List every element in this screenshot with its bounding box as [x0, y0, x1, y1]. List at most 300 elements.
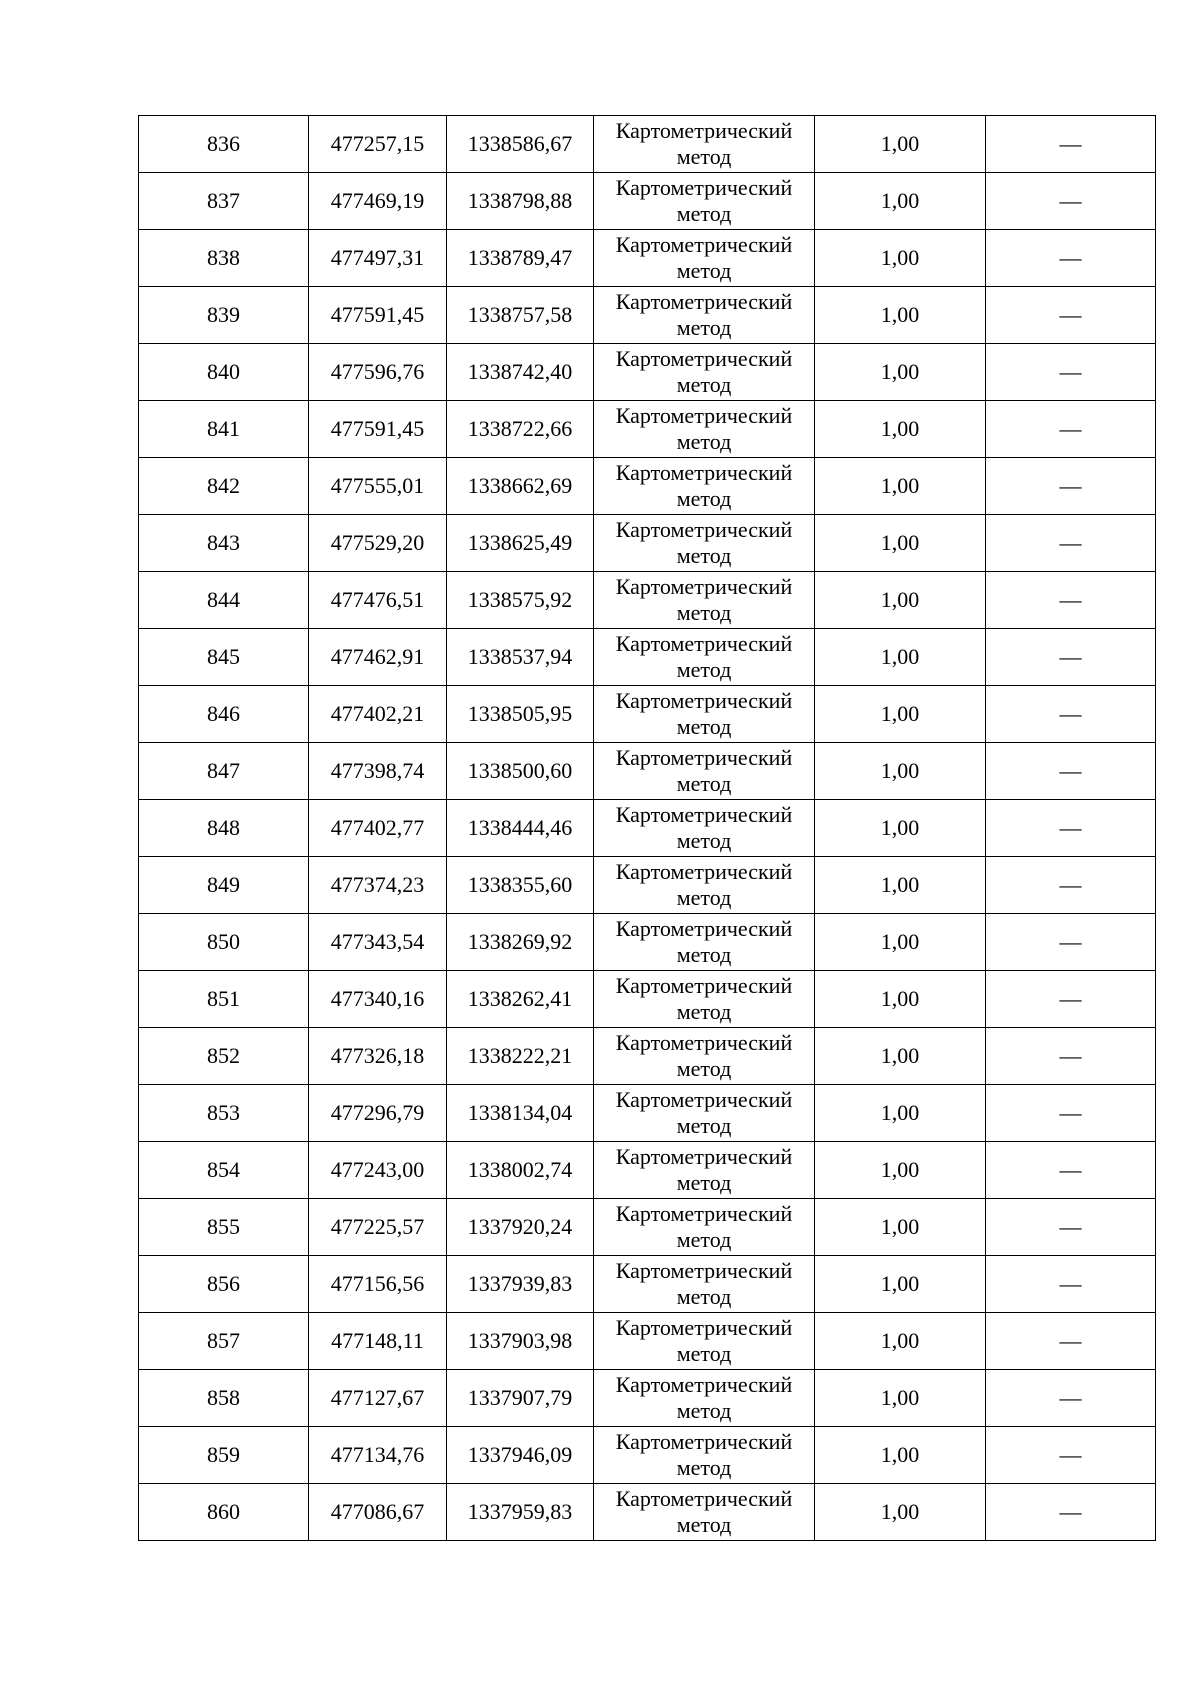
method-cell: [594, 287, 815, 344]
description-cell: [986, 1085, 1156, 1142]
description-text: —: [1059, 188, 1082, 213]
method-line-2: метод: [676, 201, 732, 226]
x-coordinate-text: 477127,67: [330, 1385, 425, 1410]
method-line-2: метод: [676, 1284, 732, 1309]
method-cell: [594, 743, 815, 800]
method-cell: [594, 1427, 815, 1484]
point-number-cell: [139, 743, 309, 800]
y-coordinate-cell: [447, 401, 594, 458]
y-coordinate-cell: [447, 1028, 594, 1085]
point-number-text: 860: [207, 1499, 240, 1524]
table-row: [139, 458, 1156, 515]
y-coordinate-cell: [447, 1085, 594, 1142]
y-coordinate-text: 1338537,94: [467, 644, 573, 669]
y-coordinate-cell: [447, 1370, 594, 1427]
table-row: [139, 401, 1156, 458]
x-coordinate-text: 477529,20: [330, 530, 425, 555]
x-coordinate-text: 477555,01: [330, 473, 425, 498]
point-number-text: 841: [207, 416, 240, 441]
x-coordinate-cell: [309, 971, 447, 1028]
x-coordinate-text: 477476,51: [330, 587, 425, 612]
accuracy-cell: [815, 572, 986, 629]
point-number-text: 844: [207, 587, 240, 612]
accuracy-text: 1,00: [880, 416, 920, 441]
y-coordinate-text: 1338757,58: [467, 302, 573, 327]
method-line-2: метод: [676, 828, 732, 853]
y-coordinate-text: 1338134,04: [467, 1100, 573, 1125]
description-cell: [986, 914, 1156, 971]
description-cell: [986, 971, 1156, 1028]
method-cell: [594, 1199, 815, 1256]
coordinates-table: [138, 115, 1156, 1541]
x-coordinate-cell: [309, 743, 447, 800]
accuracy-text: 1,00: [880, 1499, 920, 1524]
accuracy-cell: [815, 743, 986, 800]
method-line-1: Картометрический: [615, 346, 793, 371]
y-coordinate-text: 1337959,83: [467, 1499, 573, 1524]
description-cell: [986, 572, 1156, 629]
table-row: [139, 686, 1156, 743]
method-line-2: метод: [676, 600, 732, 625]
x-coordinate-cell: [309, 1199, 447, 1256]
x-coordinate-cell: [309, 1256, 447, 1313]
accuracy-cell: [815, 287, 986, 344]
description-text: —: [1059, 473, 1082, 498]
method-line-2: метод: [676, 144, 732, 169]
accuracy-cell: [815, 1256, 986, 1313]
x-coordinate-text: 477596,76: [330, 359, 425, 384]
accuracy-text: 1,00: [880, 359, 920, 384]
y-coordinate-text: 1338262,41: [467, 986, 573, 1011]
accuracy-text: 1,00: [880, 1328, 920, 1353]
y-coordinate-cell: [447, 971, 594, 1028]
description-cell: [986, 1370, 1156, 1427]
x-coordinate-text: 477225,57: [330, 1214, 425, 1239]
x-coordinate-cell: [309, 1313, 447, 1370]
description-text: —: [1059, 872, 1082, 897]
description-text: —: [1059, 986, 1082, 1011]
method-line-2: метод: [676, 372, 732, 397]
method-line-2: метод: [676, 1455, 732, 1480]
x-coordinate-cell: [309, 116, 447, 173]
accuracy-text: 1,00: [880, 1442, 920, 1467]
method-line-2: метод: [676, 942, 732, 967]
table-row: [139, 1484, 1156, 1541]
description-text: —: [1059, 1385, 1082, 1410]
method-line-2: метод: [676, 1398, 732, 1423]
method-line-2: метод: [676, 1512, 732, 1537]
table-row: [139, 572, 1156, 629]
point-number-cell: [139, 1142, 309, 1199]
method-line-1: Картометрический: [615, 1372, 793, 1397]
accuracy-cell: [815, 173, 986, 230]
x-coordinate-text: 477497,31: [330, 245, 425, 270]
description-text: —: [1059, 815, 1082, 840]
method-line-1: Картометрический: [615, 1144, 793, 1169]
method-line-1: Картометрический: [615, 118, 793, 143]
method-line-1: Картометрический: [615, 1030, 793, 1055]
description-cell: [986, 230, 1156, 287]
point-number-text: 850: [207, 929, 240, 954]
method-line-1: Картометрический: [615, 973, 793, 998]
method-cell: [594, 572, 815, 629]
description-text: —: [1059, 131, 1082, 156]
x-coordinate-text: 477326,18: [330, 1043, 425, 1068]
y-coordinate-cell: [447, 629, 594, 686]
y-coordinate-cell: [447, 173, 594, 230]
description-text: —: [1059, 701, 1082, 726]
description-cell: [986, 743, 1156, 800]
y-coordinate-text: 1338742,40: [467, 359, 573, 384]
x-coordinate-cell: [309, 572, 447, 629]
accuracy-text: 1,00: [880, 587, 920, 612]
accuracy-cell: [815, 1142, 986, 1199]
description-text: —: [1059, 1100, 1082, 1125]
y-coordinate-text: 1338586,67: [467, 131, 573, 156]
accuracy-cell: [815, 1028, 986, 1085]
table-row: [139, 173, 1156, 230]
point-number-text: 843: [207, 530, 240, 555]
accuracy-cell: [815, 914, 986, 971]
method-cell: [594, 1028, 815, 1085]
method-line-1: Картометрический: [615, 1087, 793, 1112]
accuracy-text: 1,00: [880, 302, 920, 327]
point-number-text: 855: [207, 1214, 240, 1239]
y-coordinate-cell: [447, 116, 594, 173]
table-row: [139, 1370, 1156, 1427]
point-number-cell: [139, 401, 309, 458]
accuracy-text: 1,00: [880, 986, 920, 1011]
y-coordinate-text: 1338575,92: [467, 587, 573, 612]
x-coordinate-cell: [309, 344, 447, 401]
method-cell: [594, 1484, 815, 1541]
description-text: —: [1059, 929, 1082, 954]
accuracy-text: 1,00: [880, 758, 920, 783]
table-row: [139, 1142, 1156, 1199]
method-cell: [594, 686, 815, 743]
description-cell: [986, 116, 1156, 173]
point-number-text: 849: [207, 872, 240, 897]
y-coordinate-text: 1338505,95: [467, 701, 573, 726]
description-text: —: [1059, 644, 1082, 669]
method-line-2: метод: [676, 999, 732, 1024]
description-cell: [986, 1028, 1156, 1085]
description-cell: [986, 1484, 1156, 1541]
accuracy-text: 1,00: [880, 815, 920, 840]
method-line-1: Картометрический: [615, 232, 793, 257]
method-line-1: Картометрический: [615, 403, 793, 428]
accuracy-text: 1,00: [880, 473, 920, 498]
method-cell: [594, 344, 815, 401]
description-cell: [986, 1142, 1156, 1199]
y-coordinate-cell: [447, 857, 594, 914]
method-cell: [594, 914, 815, 971]
method-line-2: метод: [676, 714, 732, 739]
x-coordinate-text: 477374,23: [330, 872, 425, 897]
x-coordinate-text: 477343,54: [330, 929, 425, 954]
accuracy-cell: [815, 629, 986, 686]
description-text: —: [1059, 1157, 1082, 1182]
y-coordinate-cell: [447, 800, 594, 857]
point-number-cell: [139, 914, 309, 971]
description-text: —: [1059, 359, 1082, 384]
y-coordinate-text: 1338798,88: [467, 188, 573, 213]
y-coordinate-text: 1338222,21: [467, 1043, 573, 1068]
method-line-2: метод: [676, 315, 732, 340]
accuracy-cell: [815, 116, 986, 173]
method-line-1: Картометрический: [615, 916, 793, 941]
point-number-cell: [139, 1427, 309, 1484]
point-number-cell: [139, 572, 309, 629]
method-line-1: Картометрический: [615, 1486, 793, 1511]
table-row: [139, 1199, 1156, 1256]
accuracy-cell: [815, 515, 986, 572]
x-coordinate-text: 477402,21: [330, 701, 425, 726]
point-number-cell: [139, 287, 309, 344]
point-number-cell: [139, 230, 309, 287]
point-number-text: 857: [207, 1328, 240, 1353]
description-cell: [986, 344, 1156, 401]
point-number-cell: [139, 1484, 309, 1541]
method-line-1: Картометрический: [615, 859, 793, 884]
method-line-1: Картометрический: [615, 574, 793, 599]
method-line-1: Картометрический: [615, 175, 793, 200]
y-coordinate-text: 1337903,98: [467, 1328, 573, 1353]
table-row: [139, 1028, 1156, 1085]
description-text: —: [1059, 302, 1082, 327]
x-coordinate-text: 477134,76: [330, 1442, 425, 1467]
table-row: [139, 1256, 1156, 1313]
table-row: [139, 116, 1156, 173]
accuracy-cell: [815, 458, 986, 515]
x-coordinate-text: 477402,77: [330, 815, 425, 840]
description-cell: [986, 686, 1156, 743]
y-coordinate-text: 1338355,60: [467, 872, 573, 897]
point-number-cell: [139, 686, 309, 743]
x-coordinate-cell: [309, 686, 447, 743]
description-text: —: [1059, 1214, 1082, 1239]
description-text: —: [1059, 530, 1082, 555]
y-coordinate-text: 1338500,60: [467, 758, 573, 783]
method-cell: [594, 857, 815, 914]
accuracy-text: 1,00: [880, 245, 920, 270]
x-coordinate-cell: [309, 515, 447, 572]
method-line-2: метод: [676, 771, 732, 796]
method-cell: [594, 1142, 815, 1199]
method-cell: [594, 800, 815, 857]
x-coordinate-cell: [309, 1370, 447, 1427]
point-number-text: 840: [207, 359, 240, 384]
accuracy-text: 1,00: [880, 1100, 920, 1125]
x-coordinate-cell: [309, 1427, 447, 1484]
accuracy-text: 1,00: [880, 1043, 920, 1068]
method-cell: [594, 173, 815, 230]
description-cell: [986, 857, 1156, 914]
method-line-1: Картометрический: [615, 631, 793, 656]
y-coordinate-cell: [447, 344, 594, 401]
description-cell: [986, 1427, 1156, 1484]
accuracy-cell: [815, 800, 986, 857]
method-line-1: Картометрический: [615, 289, 793, 314]
point-number-cell: [139, 1313, 309, 1370]
description-text: —: [1059, 245, 1082, 270]
point-number-cell: [139, 344, 309, 401]
x-coordinate-text: 477398,74: [330, 758, 425, 783]
x-coordinate-text: 477243,00: [330, 1157, 425, 1182]
y-coordinate-cell: [447, 515, 594, 572]
point-number-text: 842: [207, 473, 240, 498]
point-number-cell: [139, 173, 309, 230]
x-coordinate-text: 477462,91: [330, 644, 425, 669]
method-line-1: Картометрический: [615, 517, 793, 542]
description-cell: [986, 629, 1156, 686]
point-number-text: 846: [207, 701, 240, 726]
point-number-cell: [139, 629, 309, 686]
method-line-1: Картометрический: [615, 745, 793, 770]
point-number-text: 845: [207, 644, 240, 669]
y-coordinate-cell: [447, 1256, 594, 1313]
point-number-text: 853: [207, 1100, 240, 1125]
y-coordinate-cell: [447, 230, 594, 287]
x-coordinate-text: 477086,67: [330, 1499, 425, 1524]
point-number-cell: [139, 1085, 309, 1142]
table-row: [139, 1313, 1156, 1370]
coordinates-table-body: [139, 116, 1156, 1541]
point-number-cell: [139, 1256, 309, 1313]
accuracy-text: 1,00: [880, 530, 920, 555]
method-cell: [594, 515, 815, 572]
method-line-1: Картометрический: [615, 1315, 793, 1340]
method-line-2: метод: [676, 1341, 732, 1366]
x-coordinate-cell: [309, 173, 447, 230]
accuracy-text: 1,00: [880, 872, 920, 897]
method-cell: [594, 1370, 815, 1427]
method-line-2: метод: [676, 1056, 732, 1081]
x-coordinate-text: 477257,15: [330, 131, 425, 156]
y-coordinate-cell: [447, 458, 594, 515]
accuracy-cell: [815, 344, 986, 401]
method-cell: [594, 1256, 815, 1313]
y-coordinate-cell: [447, 287, 594, 344]
description-cell: [986, 458, 1156, 515]
description-cell: [986, 515, 1156, 572]
x-coordinate-cell: [309, 287, 447, 344]
table-row: [139, 1085, 1156, 1142]
point-number-cell: [139, 1028, 309, 1085]
point-number-text: 856: [207, 1271, 240, 1296]
accuracy-text: 1,00: [880, 131, 920, 156]
y-coordinate-cell: [447, 1199, 594, 1256]
description-text: —: [1059, 587, 1082, 612]
x-coordinate-text: 477591,45: [330, 416, 425, 441]
description-cell: [986, 173, 1156, 230]
description-text: —: [1059, 416, 1082, 441]
table-row: [139, 800, 1156, 857]
accuracy-text: 1,00: [880, 1157, 920, 1182]
y-coordinate-cell: [447, 686, 594, 743]
point-number-cell: [139, 515, 309, 572]
y-coordinate-cell: [447, 1142, 594, 1199]
y-coordinate-cell: [447, 914, 594, 971]
point-number-text: 852: [207, 1043, 240, 1068]
point-number-cell: [139, 800, 309, 857]
method-cell: [594, 1085, 815, 1142]
table-row: [139, 914, 1156, 971]
y-coordinate-text: 1337907,79: [467, 1385, 573, 1410]
x-coordinate-cell: [309, 1142, 447, 1199]
description-text: —: [1059, 1043, 1082, 1068]
accuracy-cell: [815, 1085, 986, 1142]
accuracy-cell: [815, 401, 986, 458]
y-coordinate-text: 1338002,74: [467, 1157, 573, 1182]
method-cell: [594, 629, 815, 686]
x-coordinate-text: 477469,19: [330, 188, 425, 213]
table-row: [139, 743, 1156, 800]
accuracy-text: 1,00: [880, 644, 920, 669]
x-coordinate-cell: [309, 1085, 447, 1142]
point-number-cell: [139, 116, 309, 173]
y-coordinate-cell: [447, 743, 594, 800]
x-coordinate-cell: [309, 914, 447, 971]
method-line-2: метод: [676, 486, 732, 511]
point-number-cell: [139, 857, 309, 914]
method-line-2: метод: [676, 885, 732, 910]
method-line-1: Картометрический: [615, 460, 793, 485]
accuracy-cell: [815, 230, 986, 287]
point-number-cell: [139, 1199, 309, 1256]
y-coordinate-text: 1338662,69: [467, 473, 573, 498]
method-line-2: метод: [676, 543, 732, 568]
method-cell: [594, 458, 815, 515]
table-row: [139, 515, 1156, 572]
accuracy-cell: [815, 857, 986, 914]
table-row: [139, 230, 1156, 287]
point-number-text: 851: [207, 986, 240, 1011]
description-cell: [986, 1199, 1156, 1256]
point-number-text: 836: [207, 131, 240, 156]
table-row: [139, 629, 1156, 686]
y-coordinate-text: 1338722,66: [467, 416, 573, 441]
table-row: [139, 857, 1156, 914]
description-cell: [986, 1256, 1156, 1313]
y-coordinate-cell: [447, 1484, 594, 1541]
y-coordinate-text: 1338789,47: [467, 245, 573, 270]
method-line-2: метод: [676, 1227, 732, 1252]
accuracy-cell: [815, 686, 986, 743]
y-coordinate-cell: [447, 1427, 594, 1484]
table-row: [139, 287, 1156, 344]
method-cell: [594, 971, 815, 1028]
x-coordinate-text: 477296,79: [330, 1100, 425, 1125]
description-text: —: [1059, 1271, 1082, 1296]
y-coordinate-text: 1338444,46: [467, 815, 573, 840]
method-line-1: Картометрический: [615, 1429, 793, 1454]
y-coordinate-text: 1337920,24: [467, 1214, 573, 1239]
method-line-1: Картометрический: [615, 1201, 793, 1226]
point-number-text: 838: [207, 245, 240, 270]
y-coordinate-text: 1338625,49: [467, 530, 573, 555]
method-line-1: Картометрический: [615, 688, 793, 713]
accuracy-cell: [815, 1370, 986, 1427]
method-line-2: метод: [676, 258, 732, 283]
y-coordinate-text: 1337946,09: [467, 1442, 573, 1467]
point-number-cell: [139, 1370, 309, 1427]
x-coordinate-cell: [309, 857, 447, 914]
description-cell: [986, 800, 1156, 857]
description-text: —: [1059, 758, 1082, 783]
description-text: —: [1059, 1442, 1082, 1467]
accuracy-cell: [815, 1313, 986, 1370]
